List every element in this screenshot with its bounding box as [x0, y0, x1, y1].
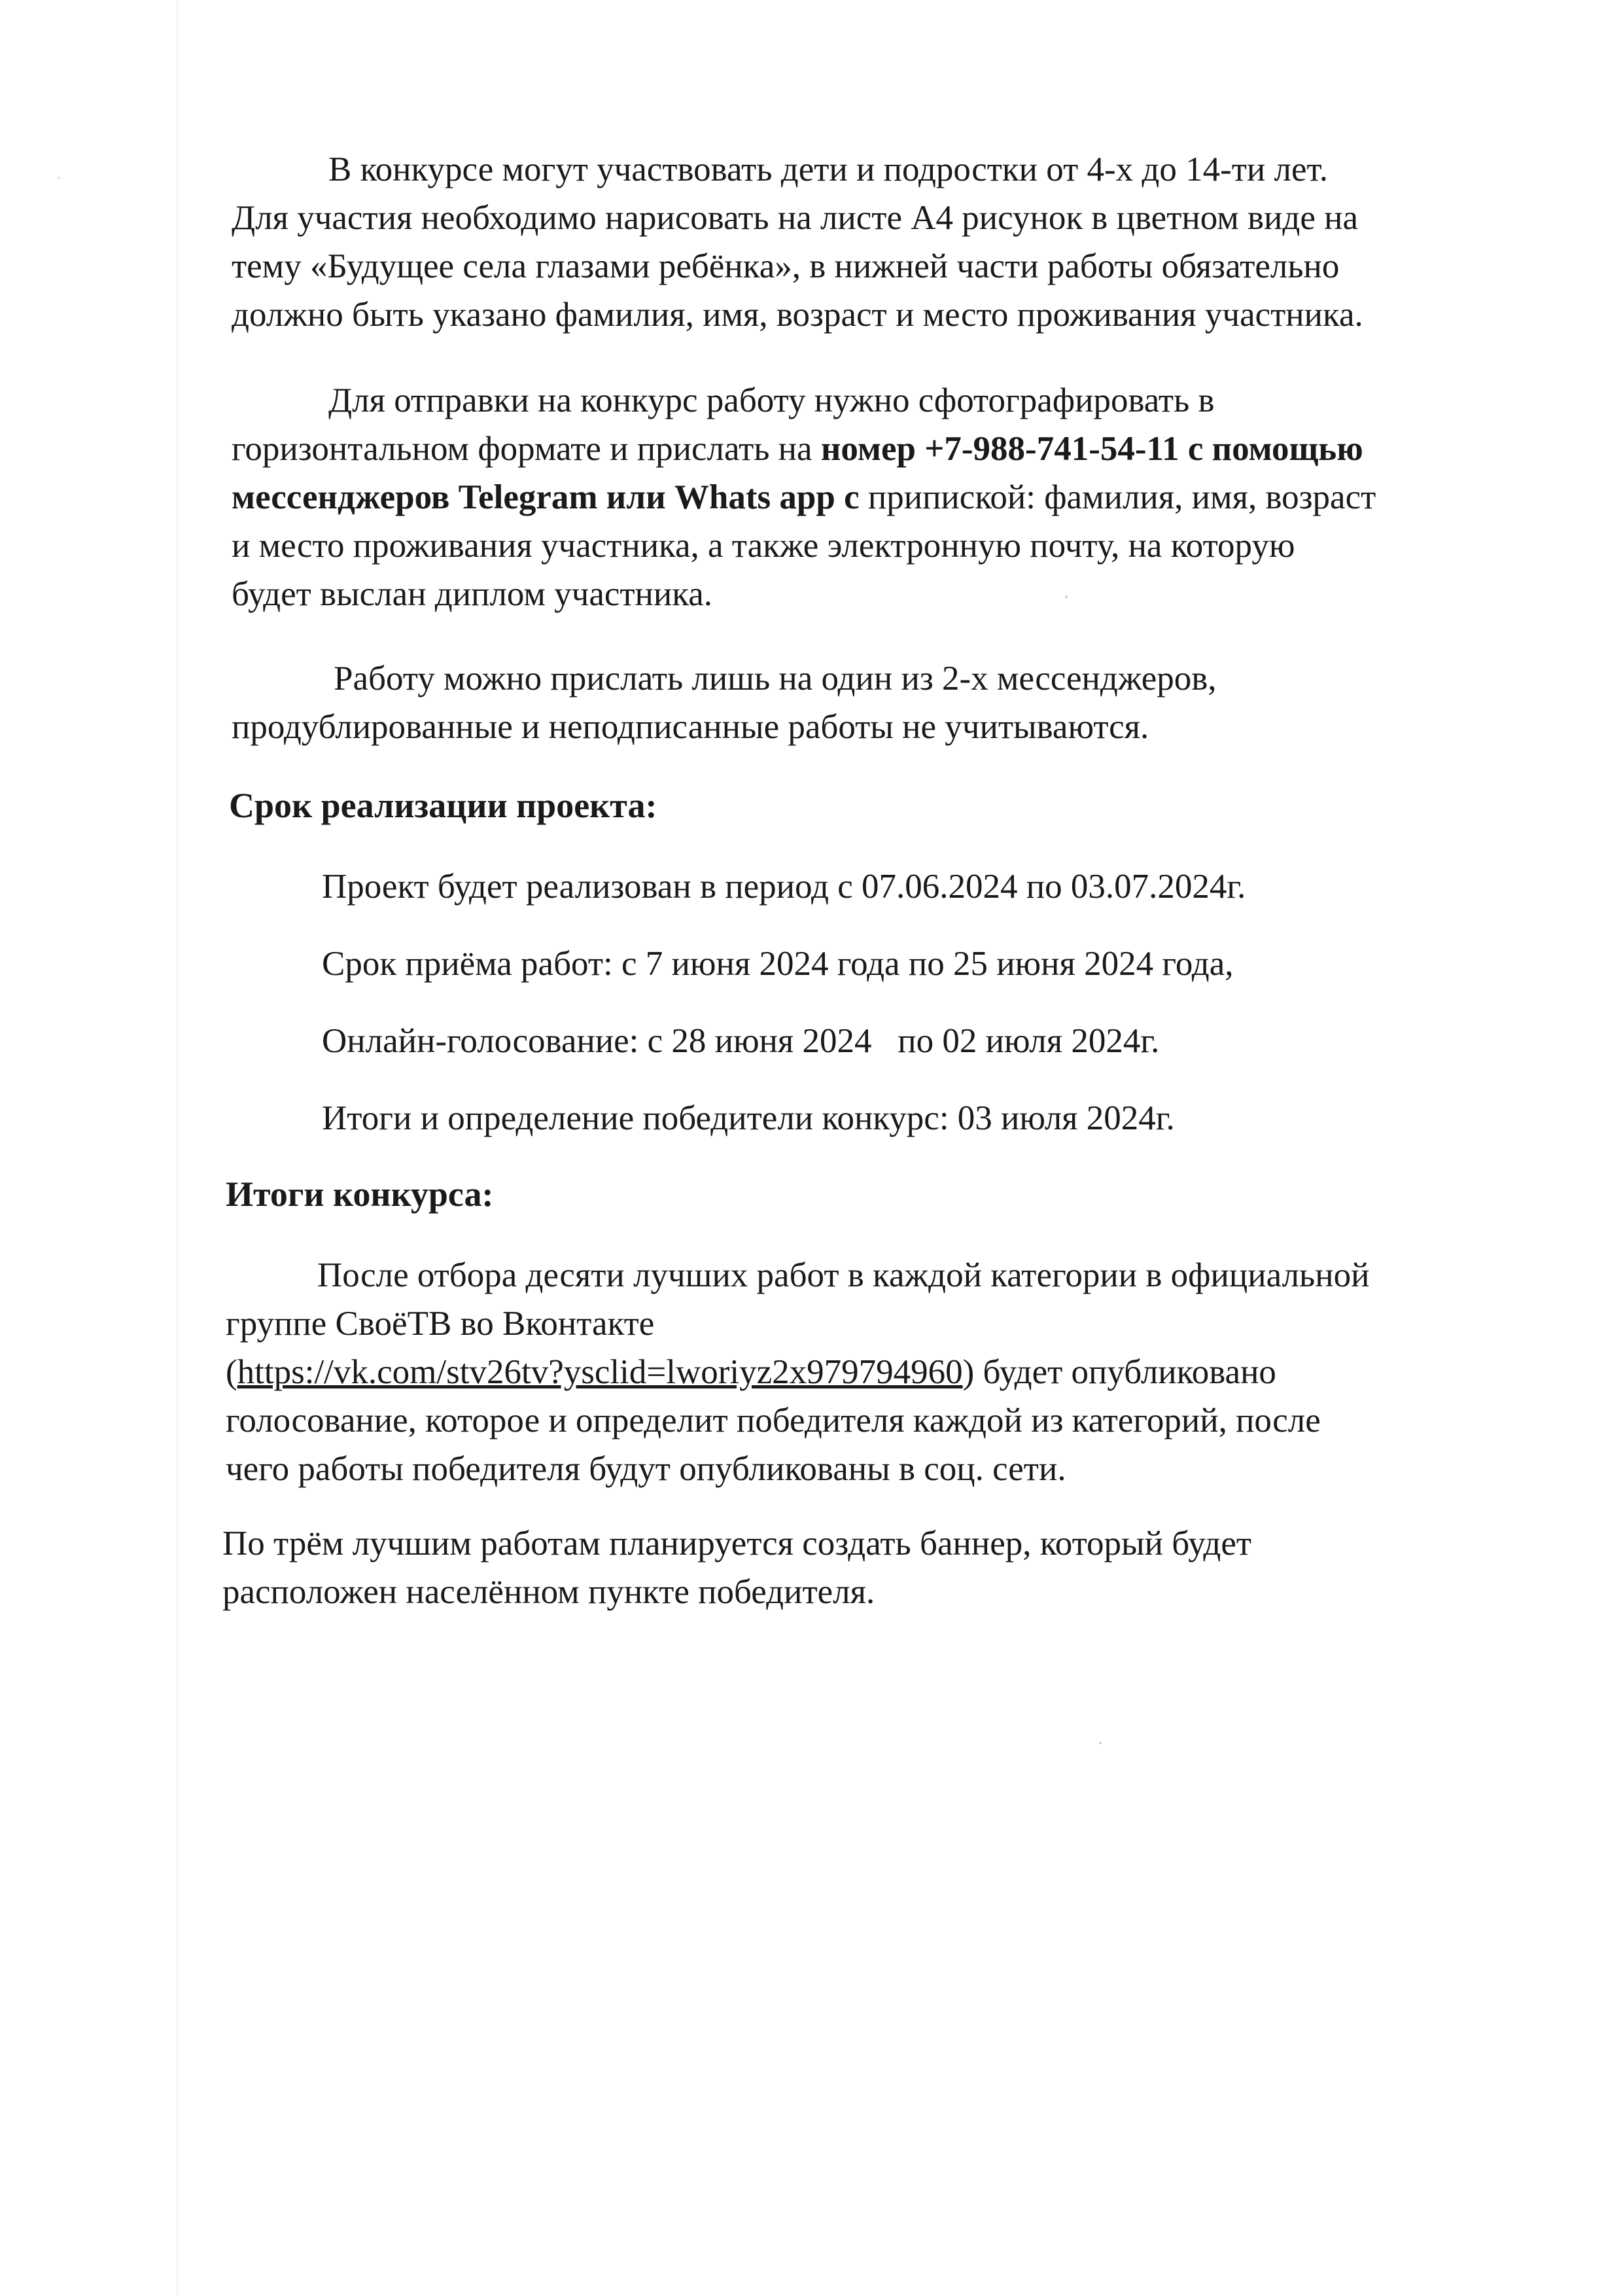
- paragraph-banner: [222, 1519, 1251, 1616]
- term-line: Срок приёма работ: с 7 июня 2024 года по 25 июня 2024 года,: [322, 945, 1234, 983]
- paragraph-line: должно быть указано фамилия, имя, возраст и место проживания участника.: [232, 296, 1363, 334]
- paragraph-text: горизонтальном формате и прислать на: [232, 430, 821, 468]
- paragraph-line: Для участия необходимо нарисовать на листе А4 рисунок в цветном виде на: [232, 199, 1359, 237]
- phone-number: номер +7-988-741-54-11 с помощью: [820, 430, 1363, 468]
- term-line: Итоги и определение победители конкурс: 03 июля 2024г.: [322, 1099, 1175, 1137]
- section-heading-results: Итоги конкурса:: [226, 1174, 494, 1214]
- paragraph-line: В конкурсе могут участвовать дети и подростки от 4-х до 14-ти лет.: [328, 150, 1328, 188]
- scan-speck: [1065, 595, 1068, 598]
- paragraph-line: и место проживания участника, а также электронную почту, на которую: [232, 527, 1295, 565]
- paragraph-line: Для отправки на конкурс работу нужно сфотографировать в: [328, 381, 1215, 419]
- term-line: Онлайн-голосование: с 28 июня 2024 по 02 июля 2024г.: [322, 1022, 1160, 1060]
- paragraph-text: припиской: фамилия, имя, возраст: [859, 478, 1376, 516]
- term-line: Проект будет реализован в период с 07.06.2024 по 03.07.2024г.: [322, 868, 1246, 906]
- section-heading-terms: Срок реализации проекта:: [229, 786, 657, 825]
- paragraph-line: продублированные и неподписанные работы не учитываются.: [232, 708, 1149, 746]
- paragraph-eligibility: [232, 145, 1363, 339]
- scan-speck: [58, 177, 60, 179]
- paragraph-text: ) будет опубликовано: [962, 1353, 1276, 1391]
- paragraph-line: расположен населённом пункте победителя.: [222, 1573, 875, 1611]
- paragraph-line: После отбора десяти лучших работ в каждой категории в официальной: [317, 1256, 1370, 1294]
- paragraph-line: По трём лучшим работам планируется создать баннер, который будет: [222, 1525, 1252, 1563]
- paragraph-text: (: [226, 1353, 237, 1391]
- paragraph-line: будет выслан диплом участника.: [232, 575, 712, 613]
- paragraph-submission: [232, 376, 1376, 618]
- paragraph-voting: [226, 1251, 1369, 1493]
- paragraph-line: тему «Будущее села глазами ребёнка», в нижней части работы обязательно: [232, 247, 1340, 285]
- vk-group-link[interactable]: https://vk.com/stv26tv?ysclid=lworiyz2x979794960: [237, 1353, 963, 1391]
- paragraph-line: чего работы победителя будут опубликованы в соц. сети.: [226, 1450, 1066, 1488]
- paragraph-line: Работу можно прислать лишь на один из 2-х мессенджеров,: [334, 660, 1217, 698]
- messengers-text: мессенджеров Telegram или Whats app с: [232, 478, 860, 516]
- paragraph-line: голосование, которое и определит победителя каждой из категорий, после: [226, 1402, 1321, 1439]
- scan-speck: [1099, 1742, 1102, 1744]
- paragraph-line: группе СвоёТВ во Вконтакте: [226, 1305, 655, 1343]
- scan-edge: [177, 0, 179, 2296]
- paragraph-rules: [232, 654, 1217, 751]
- paragraph-line: [226, 1348, 1369, 1396]
- paragraph-line: [232, 425, 1376, 473]
- paragraph-line: [232, 473, 1376, 521]
